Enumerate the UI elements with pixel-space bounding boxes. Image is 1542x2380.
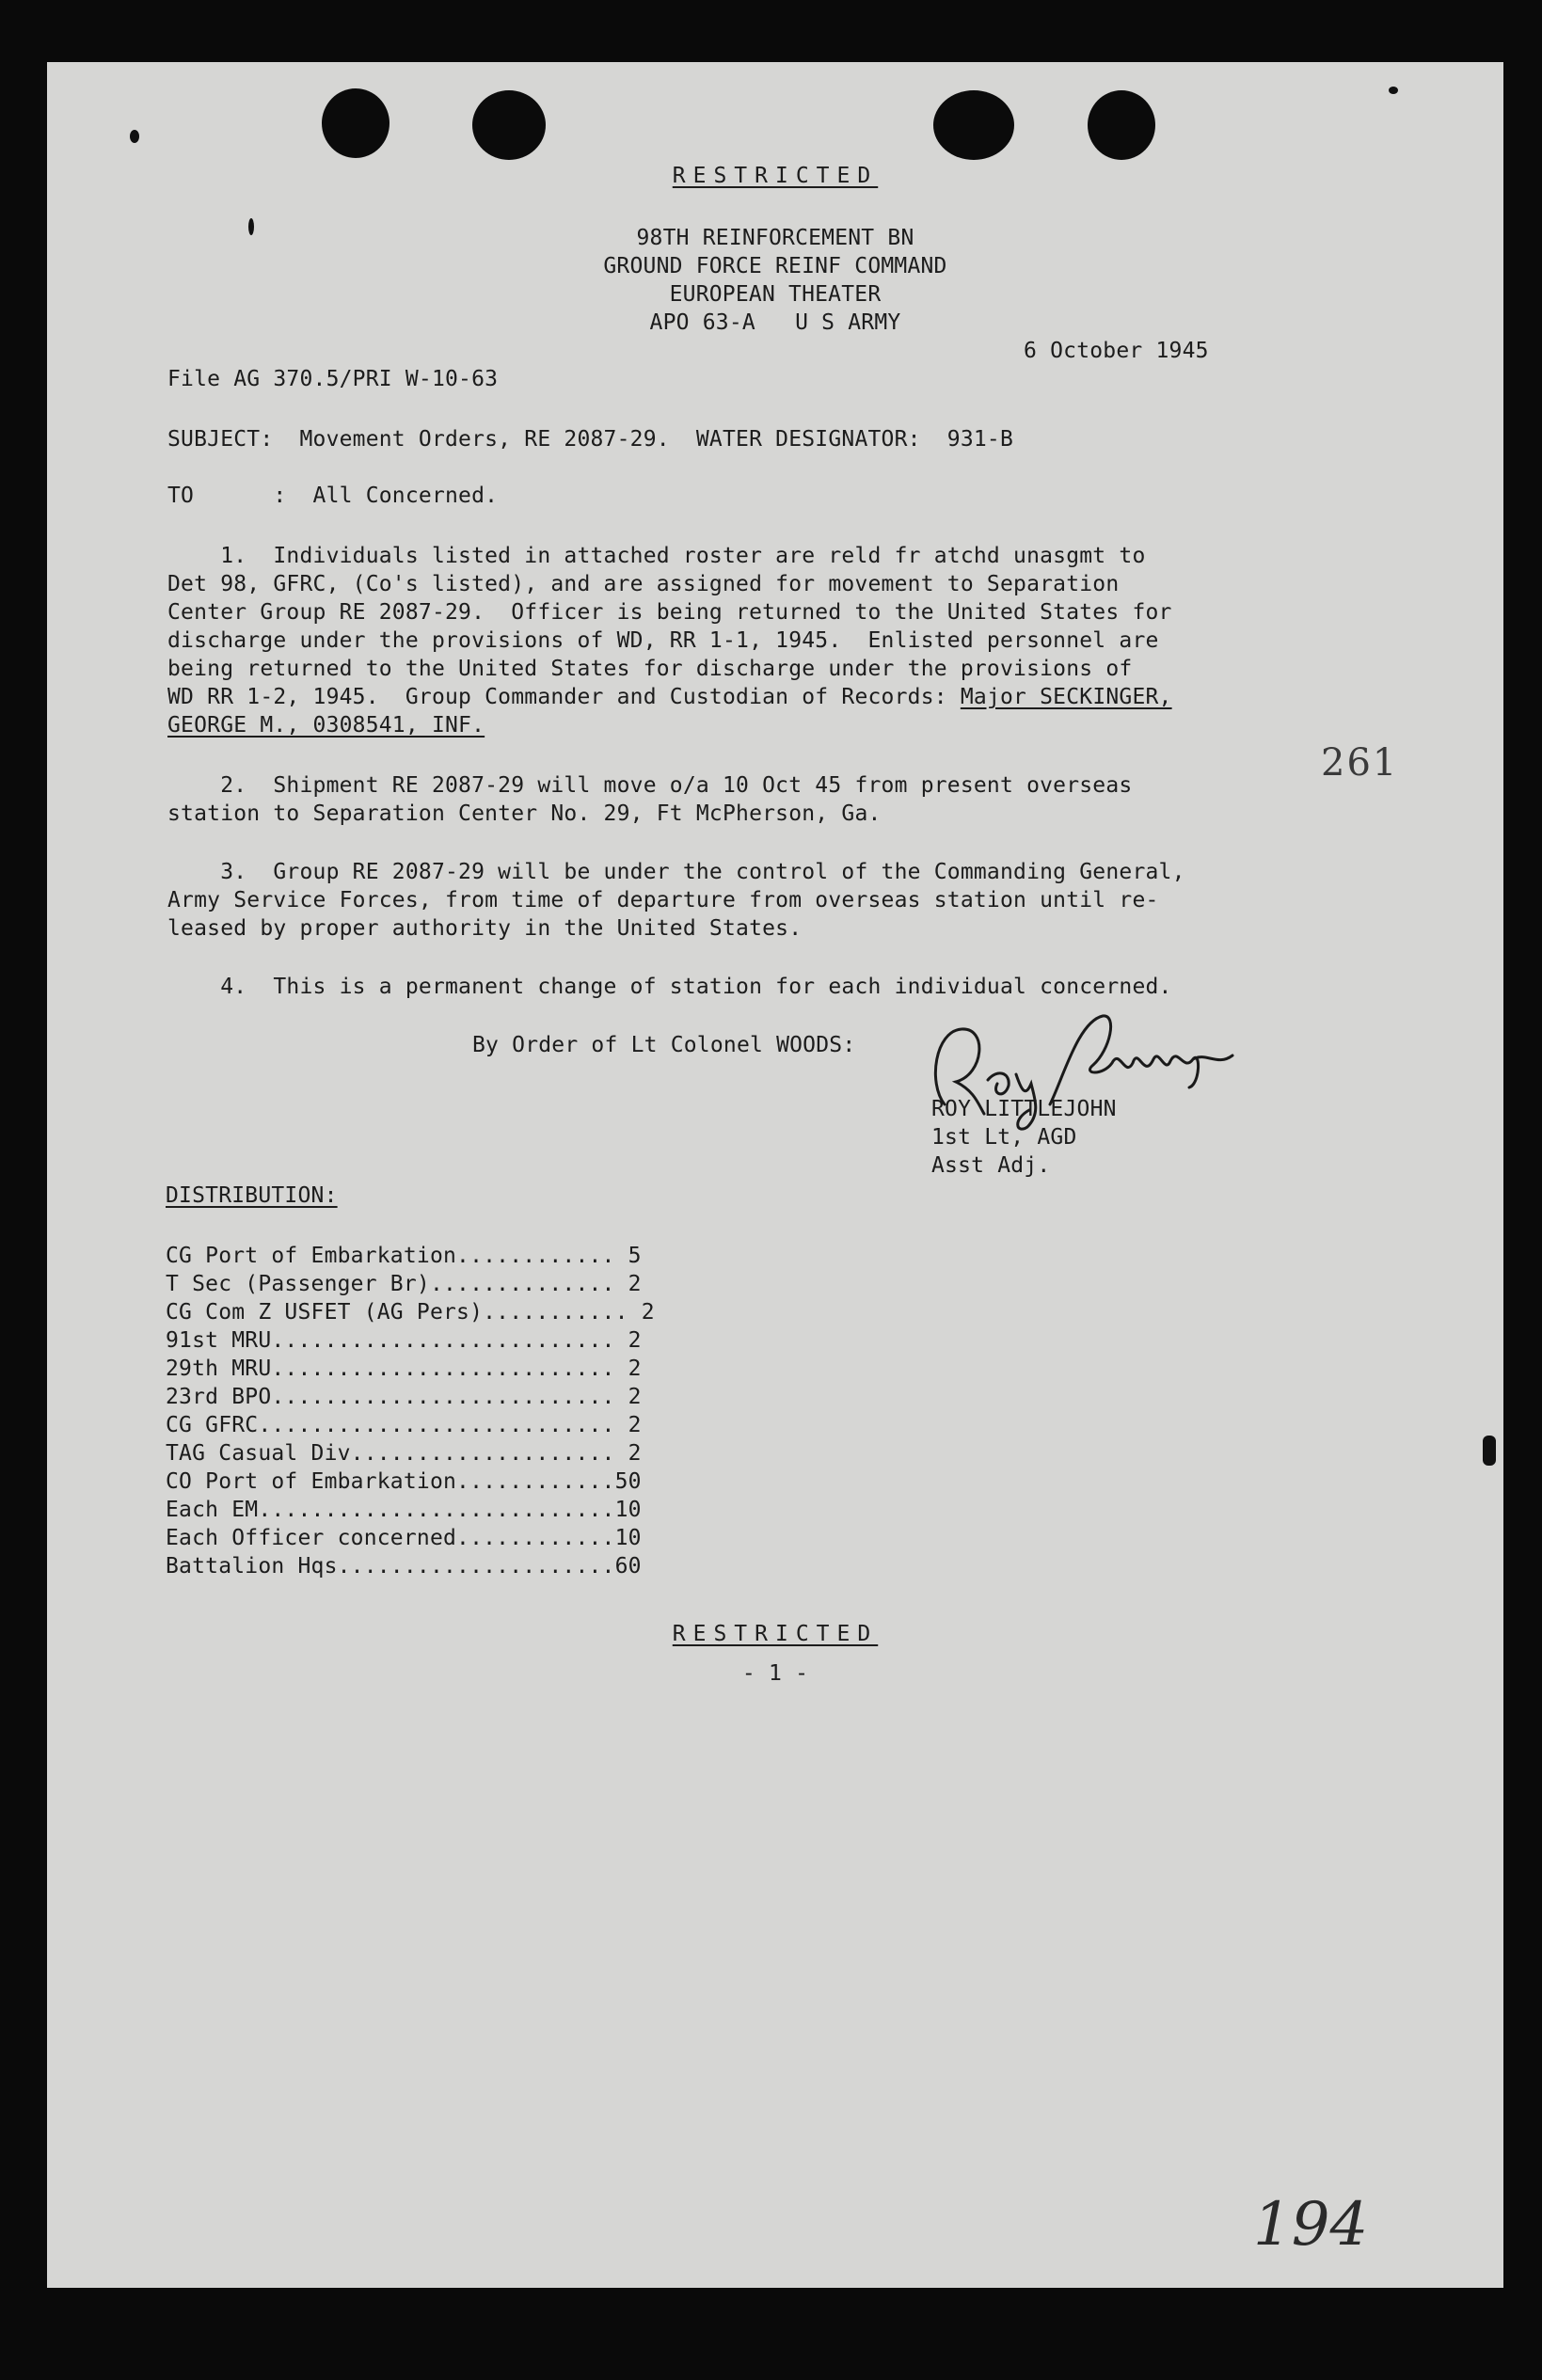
- classification-bottom: RESTRICTED: [672, 1622, 879, 1646]
- distribution-line: Battalion Hqs.....................60: [166, 1554, 642, 1579]
- paragraph-1-line-6: [167, 683, 1172, 711]
- unit-line-2: GROUND FORCE REINF COMMAND: [603, 254, 947, 278]
- by-order-line: By Order of Lt Colonel WOODS:: [472, 1033, 856, 1057]
- classification-top: RESTRICTED: [672, 164, 879, 188]
- unit-line-1: 98TH REINFORCEMENT BN: [636, 226, 914, 250]
- signer-name: ROY LITTLEJOHN: [931, 1097, 1117, 1121]
- group-commander-serial: GEORGE M., 0308541, INF.: [167, 713, 485, 738]
- paragraph-1-line-5: being returned to the United States for discharge under the provisions of: [167, 657, 1133, 681]
- paper-speck: [130, 130, 139, 143]
- distribution-heading: DISTRIBUTION:: [166, 1183, 338, 1208]
- punch-hole-3: [933, 90, 1014, 160]
- group-commander-name: Major SECKINGER,: [960, 685, 1172, 709]
- handwritten-number: 194: [1253, 2190, 1369, 2260]
- distribution-line: 91st MRU.......................... 2: [166, 1328, 642, 1353]
- distribution-line: 29th MRU.......................... 2: [166, 1357, 642, 1381]
- paragraph-4-line-1: 4. This is a permanent change of station for each individual concerned.: [167, 975, 1172, 999]
- paragraph-2-line-2: station to Separation Center No. 29, Ft McPherson, Ga.: [167, 801, 882, 826]
- distribution-line: 23rd BPO.......................... 2: [166, 1385, 642, 1409]
- distribution-line: T Sec (Passenger Br).............. 2: [166, 1272, 642, 1296]
- unit-line-3: EUROPEAN THEATER: [669, 282, 882, 307]
- signer-title: Asst Adj.: [931, 1153, 1051, 1178]
- distribution-line: CO Port of Embarkation............50: [166, 1469, 642, 1494]
- distribution-line: Each EM...........................10: [166, 1498, 642, 1522]
- document-date: 6 October 1945: [1024, 339, 1209, 363]
- paragraph-3-line-3: leased by proper authority in the United States.: [167, 916, 803, 941]
- paragraph-1-line-3: Center Group RE 2087-29. Officer is being returned to the United States for: [167, 600, 1172, 625]
- paragraph-3-line-2: Army Service Forces, from time of departure from overseas station until re-: [167, 888, 1159, 912]
- stamped-number: 261: [1321, 741, 1399, 785]
- paragraph-1-line-2: Det 98, GFRC, (Co's listed), and are assigned for movement to Separation: [167, 572, 1120, 596]
- file-reference: File AG 370.5/PRI W-10-63: [167, 367, 499, 391]
- paragraph-1-line-6-text: WD RR 1-2, 1945. Group Commander and Custodian of Records:: [167, 685, 961, 709]
- punch-hole-1: [322, 88, 389, 158]
- distribution-line: CG GFRC........................... 2: [166, 1413, 642, 1437]
- page-number: - 1 -: [741, 1661, 809, 1686]
- to-line: TO : All Concerned.: [167, 484, 499, 508]
- paragraph-3-line-1: 3. Group RE 2087-29 will be under the control of the Commanding General,: [167, 860, 1185, 884]
- punch-hole-4: [1088, 90, 1155, 160]
- distribution-line: CG Port of Embarkation............ 5: [166, 1244, 642, 1268]
- paper-speck: [248, 218, 254, 235]
- paragraph-1-line-4: discharge under the provisions of WD, RR 1-1, 1945. Enlisted personnel are: [167, 628, 1159, 653]
- distribution-line: Each Officer concerned............10: [166, 1526, 642, 1550]
- distribution-line: CG Com Z USFET (AG Pers)........... 2: [166, 1300, 655, 1325]
- paper-speck: [1389, 87, 1398, 94]
- signer-rank: 1st Lt, AGD: [931, 1125, 1077, 1150]
- document-page: [47, 62, 1503, 2288]
- punch-hole-2: [472, 90, 546, 160]
- paragraph-1-line-1: 1. Individuals listed in attached roster are reld fr atchd unasgmt to: [167, 544, 1146, 568]
- distribution-line: TAG Casual Div.................... 2: [166, 1441, 642, 1466]
- paper-speck: [1483, 1436, 1496, 1466]
- paragraph-2-line-1: 2. Shipment RE 2087-29 will move o/a 10 Oct 45 from present overseas: [167, 773, 1133, 798]
- subject-line: SUBJECT: Movement Orders, RE 2087-29. WATER DESIGNATOR: 931-B: [167, 427, 1014, 452]
- unit-line-4: APO 63-A U S ARMY: [649, 310, 901, 335]
